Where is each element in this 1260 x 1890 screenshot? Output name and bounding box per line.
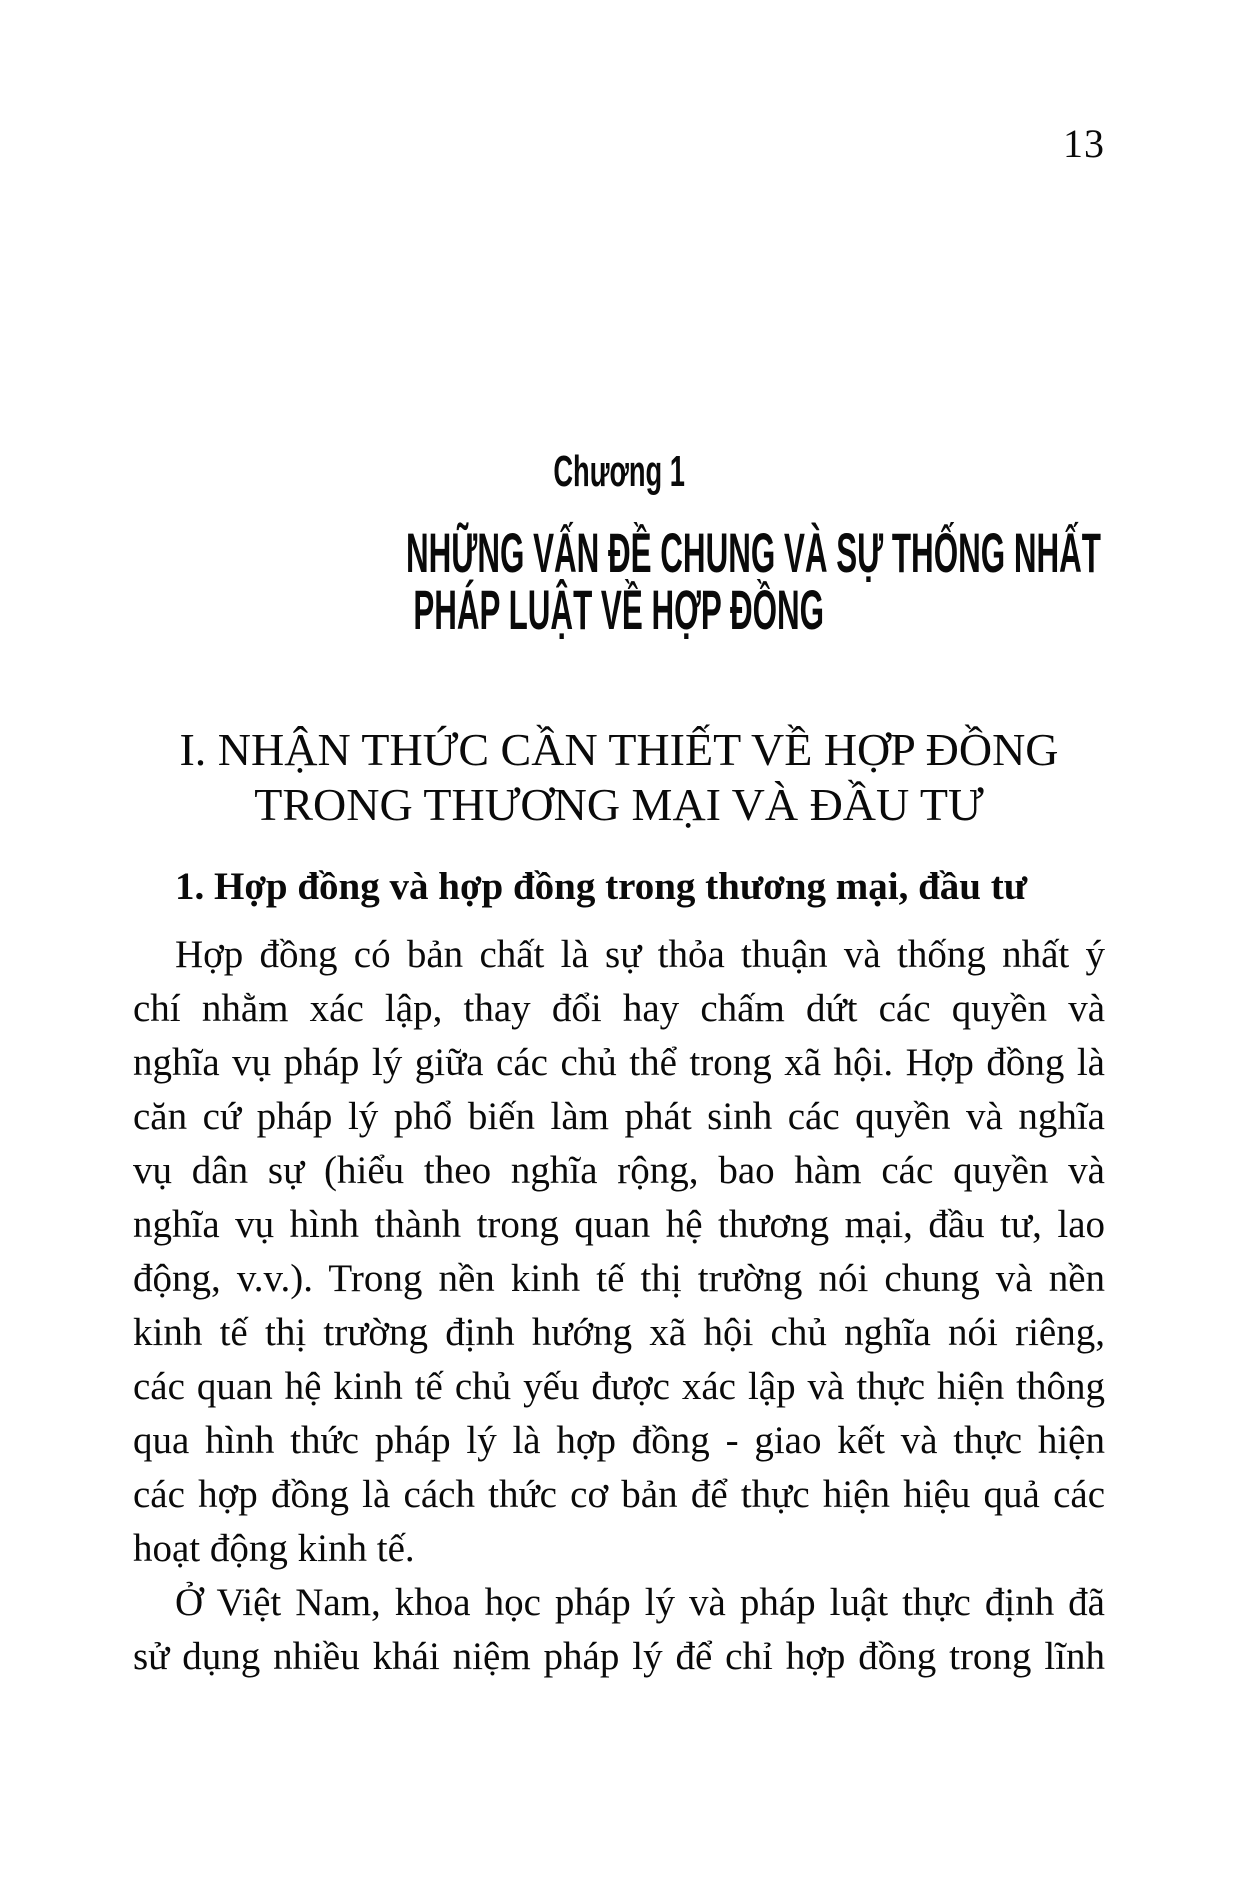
text-line: sử dụng nhiều khái niệm pháp lý để chỉ hợp đồng trong lĩnh [133,1635,1105,1678]
text-line: các quan hệ kinh tế chủ yếu được xác lập và thực hiện thông [133,1365,1105,1408]
text-line: hoạt động kinh tế. [133,1527,415,1570]
text-line: chí nhằm xác lập, thay đổi hay chấm dứt các quyền và [133,987,1105,1030]
text-line: Ở Việt Nam, khoa học pháp lý và pháp luật thực định đã [175,1581,1105,1624]
text-line: qua hình thức pháp lý là hợp đồng - giao kết và thực hiện [133,1419,1105,1462]
body-text [133,928,1105,1684]
text-line: Hợp đồng có bản chất là sự thỏa thuận và thống nhất ý [175,933,1105,976]
text-line: vụ dân sự (hiểu theo nghĩa rộng, bao hàm các quyền và [133,1149,1105,1192]
subsection-heading: 1. Hợp đồng và hợp đồng trong thương mại, đầu tư [175,865,1028,908]
text-line: kinh tế thị trường định hướng xã hội chủ nghĩa nói riêng, [133,1311,1105,1354]
section-heading [133,722,1105,832]
chapter-label-text: Chương 1 [553,447,685,496]
text-line: động, v.v.). Trong nền kinh tế thị trường nói chung và nền [133,1257,1105,1300]
text-line: nghĩa vụ pháp lý giữa các chủ thể trong xã hội. Hợp đồng là [133,1041,1105,1084]
chapter-title-line1-text: NHỮNG VẤN ĐỀ CHUNG VÀ SỰ THỐNG NHẤT [406,521,1101,584]
page-number: 13 [1063,121,1105,166]
chapter-title-line1 [133,521,1105,584]
paragraph-1 [133,928,1105,1576]
text-line: căn cứ pháp lý phổ biến làm phát sinh các quyền và nghĩa [133,1095,1105,1138]
chapter-label [133,448,1105,496]
chapter-title-line2-text: PHÁP LUẬT VỀ HỢP ĐỒNG [413,578,825,641]
paragraph-2 [133,1576,1105,1684]
type-area [133,0,1105,1890]
chapter-title [133,521,1105,641]
text-line: các hợp đồng là cách thức cơ bản để thực hiện hiệu quả các [133,1473,1105,1516]
chapter-title-line2 [133,578,1105,641]
section-heading-line1: I. NHẬN THỨC CẦN THIẾT VỀ HỢP ĐỒNG [179,724,1059,775]
text-line: nghĩa vụ hình thành trong quan hệ thương mại, đầu tư, lao [133,1203,1105,1246]
section-heading-line2: TRONG THƯƠNG MẠI VÀ ĐẦU TƯ [254,779,984,830]
